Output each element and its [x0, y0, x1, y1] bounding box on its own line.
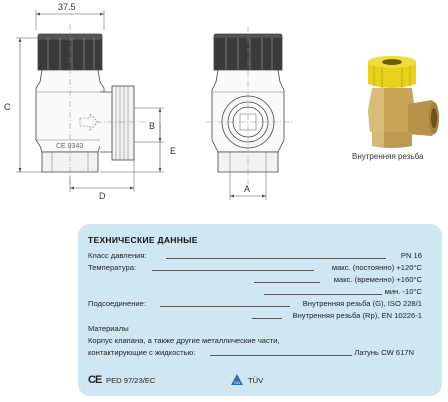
photo-caption: Внутренняя резьба [352, 152, 424, 161]
spec-row [88, 287, 422, 297]
dim-top-label: 37.5 [58, 2, 76, 12]
spec-value: PN 16 [400, 251, 422, 260]
dim-e-label: E [170, 146, 177, 156]
leader-line [252, 318, 282, 319]
dim-c-label: C [4, 102, 11, 112]
leader-line [264, 294, 382, 295]
tuv-label: TÜV [248, 376, 264, 385]
spec-value: макс. (временно) +160°C [333, 275, 422, 284]
dim-a-label: A [244, 184, 251, 194]
side-view-drawing [36, 10, 146, 184]
valve-photo [368, 56, 439, 148]
specs-title: ТЕХНИЧЕСКИЕ ДАННЫЕ [88, 235, 198, 245]
spec-label: Подсоединение: [88, 299, 146, 308]
certification-footer [88, 376, 418, 388]
spec-row [88, 299, 422, 309]
spec-row [88, 251, 422, 261]
spec-row [88, 311, 422, 321]
leader-line [152, 270, 314, 271]
spec-label: Температура: [88, 263, 137, 272]
spec-value: макс. (постоянно) +120°C [331, 263, 422, 272]
ce-mark: CE [88, 374, 102, 386]
materials-line: Корпус клапана, а также другие металлические части, [88, 336, 280, 345]
materials-value: Латунь CW 617N [354, 348, 414, 357]
leader-line [254, 282, 320, 283]
leader-line [210, 355, 352, 356]
spec-value: мин. -10°C [384, 287, 422, 296]
dim-b-label: B [149, 121, 156, 131]
spec-row [88, 263, 422, 273]
materials-row [88, 348, 422, 358]
materials-title: Материалы [88, 324, 129, 333]
materials-label: контактирующие с жидкостью: [88, 348, 196, 357]
ped-directive: PED 97/23/EC [106, 376, 156, 385]
spec-label: Класс давления: [88, 251, 147, 260]
spec-value: Внутренняя резьба (Rp), EN 10226-1 [292, 311, 422, 320]
specs-panel [78, 224, 442, 396]
svg-text:TÜV: TÜV [233, 381, 241, 385]
leader-line [166, 258, 386, 259]
spec-row [88, 275, 422, 285]
front-view-drawing [206, 26, 292, 184]
leader-line [160, 306, 290, 307]
svg-text:CE 0343: CE 0343 [56, 143, 84, 150]
tuv-logo-icon [230, 373, 244, 387]
dim-d-label: D [99, 191, 106, 201]
spec-value: Внутренняя резьба (G), ISO 228/1 [302, 299, 422, 308]
